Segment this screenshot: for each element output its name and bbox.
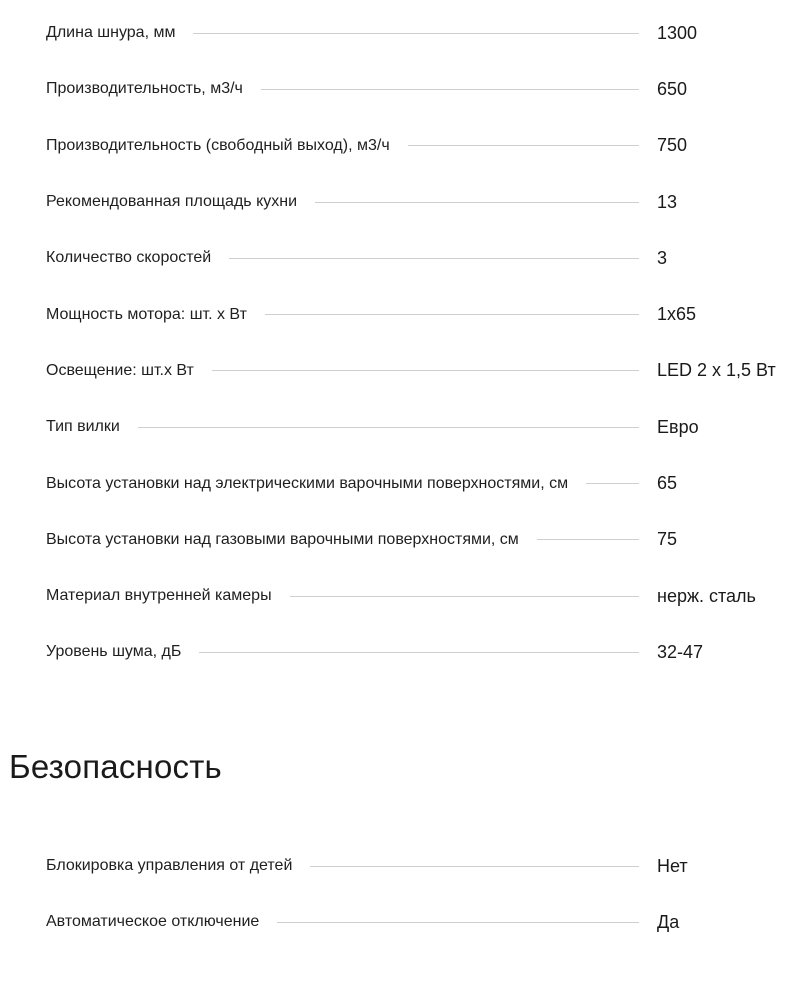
spec-value: Да bbox=[657, 912, 787, 933]
spec-name: Производительность, м3/ч bbox=[46, 80, 261, 98]
spec-divider bbox=[586, 483, 639, 484]
spec-row-plug-type bbox=[46, 399, 787, 455]
spec-name: Высота установки над электрическими варочными поверхностями, см bbox=[46, 475, 586, 493]
spec-row-height-gas bbox=[46, 512, 787, 568]
spec-name: Рекомендованная площадь кухни bbox=[46, 193, 315, 211]
spec-row-noise-level bbox=[46, 624, 787, 680]
spec-row-performance bbox=[46, 61, 787, 117]
spec-divider bbox=[290, 596, 639, 597]
spec-divider bbox=[537, 539, 639, 540]
spec-name: Автоматическое отключение bbox=[46, 913, 277, 931]
spec-divider bbox=[261, 89, 639, 90]
spec-value: нерж. сталь bbox=[657, 586, 787, 607]
spec-name: Освещение: шт.х Вт bbox=[46, 362, 212, 380]
spec-row-performance-free-outlet bbox=[46, 118, 787, 174]
spec-value: 13 bbox=[657, 192, 787, 213]
spec-name: Материал внутренней камеры bbox=[46, 587, 290, 605]
spec-value: Нет bbox=[657, 856, 787, 877]
safety-specifications-list bbox=[46, 838, 787, 951]
spec-row-speeds bbox=[46, 230, 787, 286]
spec-divider bbox=[193, 33, 639, 34]
spec-row-motor-power bbox=[46, 286, 787, 342]
spec-name: Мощность мотора: шт. х Вт bbox=[46, 306, 265, 324]
spec-name: Блокировка управления от детей bbox=[46, 857, 310, 875]
spec-name: Производительность (свободный выход), м3/ч bbox=[46, 137, 408, 155]
section-title-safety: Безопасность bbox=[9, 748, 222, 785]
spec-divider bbox=[277, 922, 639, 923]
spec-row-height-electric bbox=[46, 455, 787, 511]
spec-divider bbox=[229, 258, 639, 259]
spec-value: 75 bbox=[657, 529, 787, 550]
spec-value: 1300 bbox=[657, 23, 787, 44]
spec-value: 650 bbox=[657, 79, 787, 100]
spec-divider bbox=[310, 866, 639, 867]
spec-divider bbox=[199, 652, 639, 653]
spec-divider bbox=[212, 370, 639, 371]
spec-value: 3 bbox=[657, 248, 787, 269]
spec-row-cord-length bbox=[46, 5, 787, 61]
spec-value: Евро bbox=[657, 417, 787, 438]
spec-divider bbox=[265, 314, 639, 315]
spec-row-chamber-material bbox=[46, 568, 787, 624]
spec-row-lighting bbox=[46, 343, 787, 399]
spec-value: 1х65 bbox=[657, 304, 787, 325]
spec-value: LED 2 x 1,5 Вт bbox=[657, 360, 787, 381]
spec-name: Уровень шума, дБ bbox=[46, 643, 199, 661]
spec-divider bbox=[315, 202, 639, 203]
spec-row-child-lock bbox=[46, 838, 787, 894]
spec-name: Тип вилки bbox=[46, 418, 138, 436]
spec-value: 750 bbox=[657, 135, 787, 156]
spec-value: 32-47 bbox=[657, 642, 787, 663]
spec-name: Количество скоростей bbox=[46, 249, 229, 267]
specifications-list bbox=[46, 5, 787, 681]
spec-divider bbox=[138, 427, 639, 428]
spec-row-auto-shutoff bbox=[46, 894, 787, 950]
spec-name: Длина шнура, мм bbox=[46, 24, 193, 42]
spec-value: 65 bbox=[657, 473, 787, 494]
spec-row-kitchen-area bbox=[46, 174, 787, 230]
spec-divider bbox=[408, 145, 639, 146]
spec-name: Высота установки над газовыми варочными поверхностями, см bbox=[46, 531, 537, 549]
